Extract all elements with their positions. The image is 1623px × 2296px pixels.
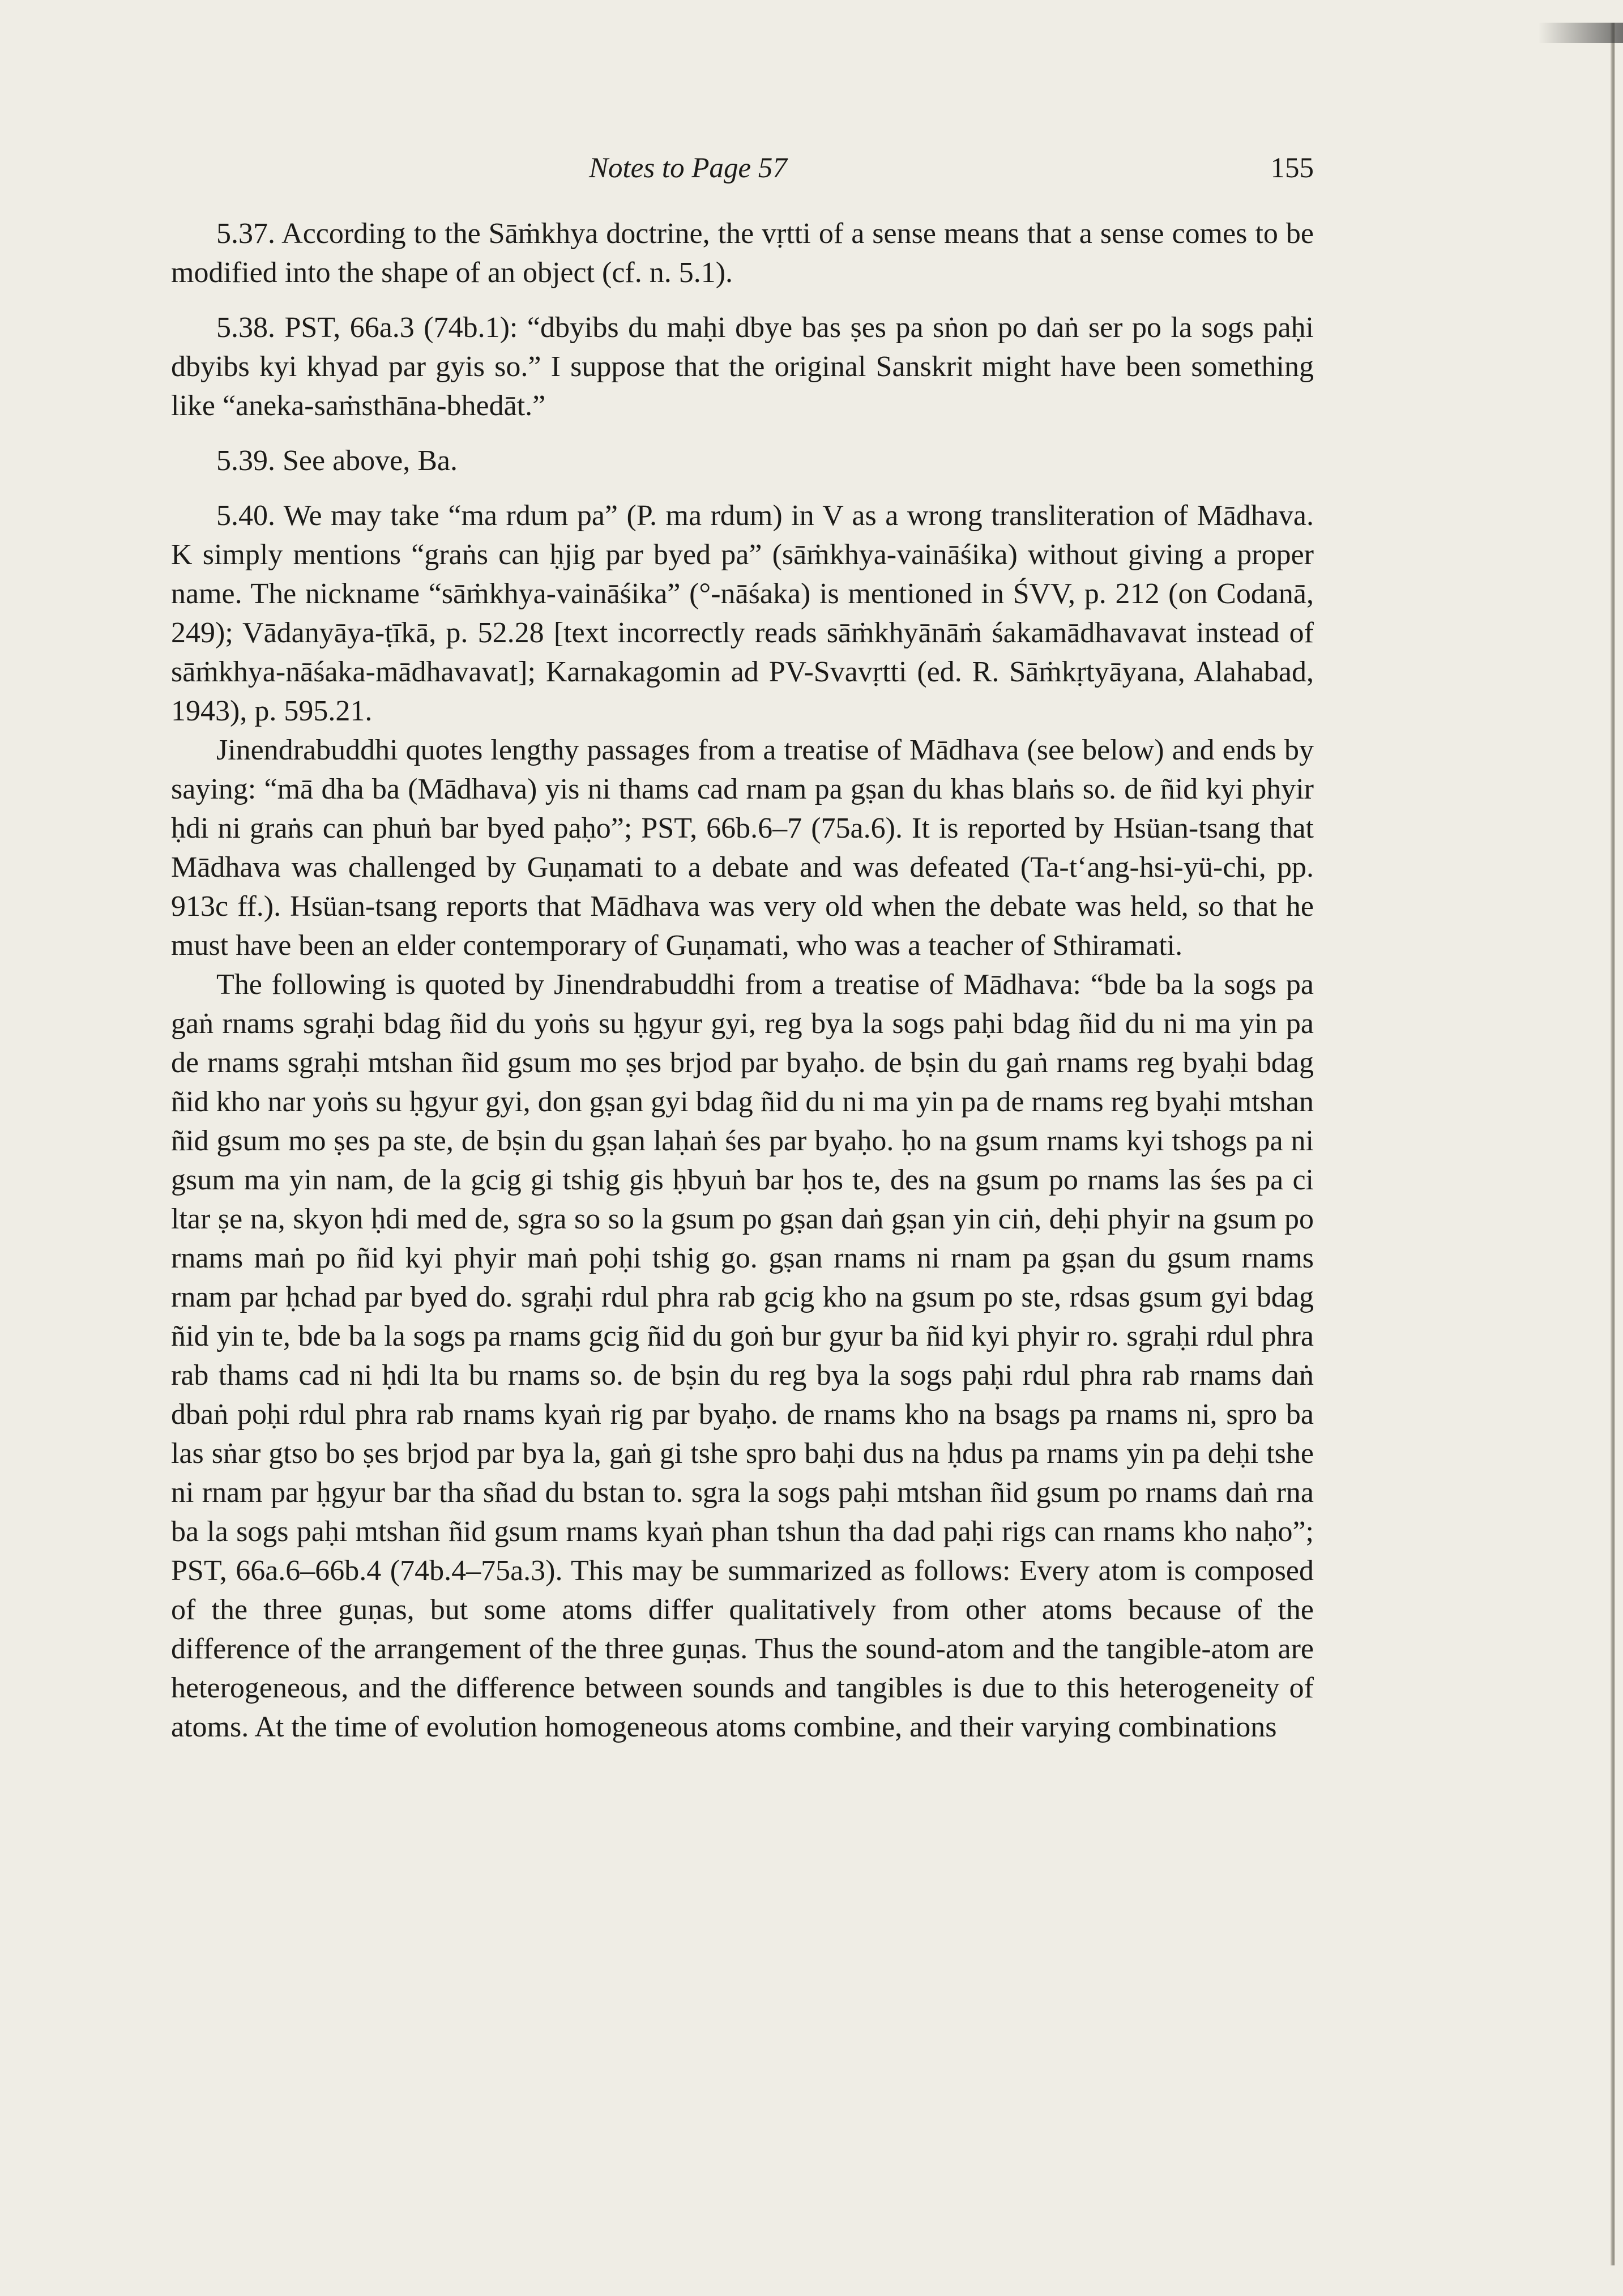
page-number: 155: [1270, 152, 1314, 184]
note-5-40: 5.40. We may take “ma rdum pa” (P. ma rdum) in V as a wrong transliteration of Mādhava. K simply mentions “graṅs can ḥjig par byed pa” (sāṁkhya-vaināśika) without giving a proper name. The nickname “sāṁkhya-vaināśika” (°-nāśaka) is mentioned in ŚVV, p. 212 (on Codanā, 249); Vādanyāya-ṭīkā, p. 52.28 [text incorrectly reads sāṁkhyānāṁ śakamādhavavat instead of sāṁkhya-nāśaka-mādhavavat]; Karnakagomin ad PV-Svavṛtti (ed. R. Sāṁkṛtyāyana, Alahabad, 1943), p. 595.21.: [171, 500, 1314, 727]
running-title: Notes to Page 57: [589, 152, 787, 184]
note-5-39: 5.39. See above, Ba.: [216, 445, 458, 477]
page-edge-shadow: [1611, 23, 1615, 2265]
paragraph-madhava-quotes: Jinendrabuddhi quotes lengthy passages from a treatise of Mādhava (see below) and ends by saying: “mā dha ba (Mādhava) yis ni thams cad rnam pa gṣan du khas blaṅs so. de ñid kyi phyir ḥdi ni graṅs can phuṅ bar byed paḥo”; PST, 66b.6–7 (75a.6). It is reported by Hsüan-tsang that Mādhava was challenged by Guṇamati to a debate and was defeated (Ta-tʻang-hsi-yü-chi, pp. 913c ff.). Hsüan-tsang reports that Mādhava was very old when the debate was held, so that he must have been an elder contemporary of Guṇamati, who was a teacher of Sthiramati.: [171, 734, 1314, 962]
notes-body: [171, 214, 1314, 1747]
note-5-37: 5.37. According to the Sāṁkhya doctrine, the vṛtti of a sense means that a sense comes to be modified into the shape of an object (cf. n. 5.1).: [171, 217, 1314, 289]
paragraph-madhava-treatise: The following is quoted by Jinendrabuddhi from a treatise of Mādhava: “bde ba la sogs pa gaṅ rnams sgraḥi bdag ñid du yoṅs su ḥgyur gyi, reg bya la sogs paḥi bdag ñid du ni ma yin pa de rnams sgraḥi mtshan ñid gsum mo ṣes brjod par byaḥo. de bṣin du gaṅ rnams reg byaḥi bdag ñid kho nar yoṅs su ḥgyur gyi, don gṣan gyi bdag ñid du ni ma yin pa de rnams reg byaḥi mtshan ñid gsum mo ṣes pa ste, de bṣin du gṣan laḥaṅ śes par byaḥo. ḥo na gsum rnams kyi tshogs pa ni gsum ma yin nam, de la gcig gi tshig gis ḥbyuṅ bar ḥos te, des na gsum po rnams las śes pa ci ltar ṣe na, skyon ḥdi med de, sgra so so la gsum po gṣan daṅ gṣan yin ciṅ, deḥi phyir na gsum po rnams maṅ po ñid kyi phyir maṅ poḥi tshig go. gṣan rnams ni rnam pa gṣan du gsum rnams rnam par ḥchad par byed do. sgraḥi rdul phra rab gcig kho na gsum po ste, rdsas gsum gyi bdag ñid yin te, bde ba la sogs pa rnams gcig ñid du goṅ bur gyur ba ñid kyi phyir ro. sgraḥi rdul phra rab thams cad ni ḥdi lta bu rnams so. de bṣin du reg bya la sogs paḥi rdul phra rab rnams daṅ dbaṅ poḥi rdul phra rab rnams kyaṅ rig par byaḥo. de rnams kho na bsags pa rnams ni, spro ba las sṅar gtso bo ṣes brjod par bya la, gaṅ gi tshe spro baḥi dus na ḥdus pa rnams yin pa deḥi tshe ni rnam par ḥgyur bar tha sñad du bstan to. sgra la sogs paḥi mtshan ñid gsum po rnams daṅ rna ba la sogs paḥi mtshan ñid gsum rnams kyaṅ phan tshun tha dad paḥi rigs can rnams kho naḥo”; PST, 66a.6–66b.4 (74b.4–75a.3). This may be summarized as follows: Every atom is composed of the three guṇas, but some atoms differ qualitatively from other atoms because of the difference of the arrangement of the three guṇas. Thus the sound-atom and the tangible-atom are heterogeneous, and the difference between sounds and tangibles is due to this heterogeneity of atoms. At the time of evolution homogeneous atoms combine, and their varying combinations: [171, 968, 1314, 1743]
note-5-38: 5.38. PST, 66a.3 (74b.1): “dbyibs du maḥi dbye bas ṣes pa sṅon po daṅ ser po la sogs paḥi dbyibs kyi khyad par gyis so.” I suppose that the original Sanskrit might have been something like “aneka-saṁsthāna-bhedāt.”: [171, 311, 1314, 422]
running-header: [589, 152, 1314, 197]
scan-smudge: [1538, 23, 1623, 43]
